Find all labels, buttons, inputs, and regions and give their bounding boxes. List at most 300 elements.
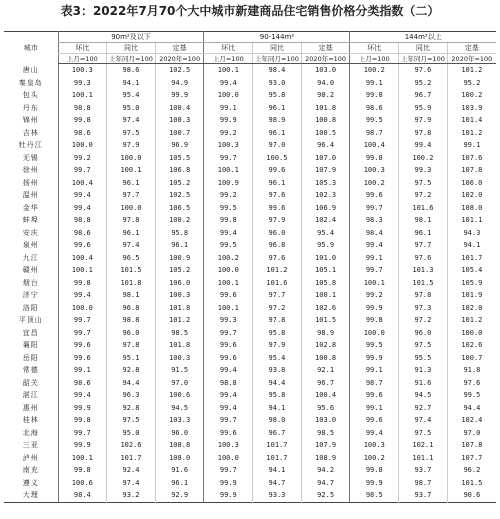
table-row (4, 164, 496, 177)
index-value: 102.1 (399, 439, 448, 452)
index-value: 99.1 (350, 364, 399, 377)
index-value: 100.7 (155, 127, 204, 140)
index-value: 99.7 (204, 464, 253, 477)
table-row (4, 89, 496, 102)
city-name: 泸州 (22, 453, 39, 462)
index-value: 99.2 (204, 127, 253, 140)
city-name: 赣州 (22, 266, 39, 274)
index-value: 100.1 (204, 164, 253, 177)
index-value: 98.6 (107, 64, 156, 77)
index-value: 99.4 (350, 239, 399, 252)
index-value: 94.4 (447, 402, 496, 415)
base-header: 上年同月=100 (253, 54, 302, 64)
index-value: 99.4 (350, 427, 399, 440)
index-value: 99.8 (58, 464, 107, 477)
table-row (4, 127, 496, 140)
index-value: 96.5 (107, 252, 156, 265)
index-value: 102.4 (447, 414, 496, 427)
sub-header: 同比 (399, 43, 448, 54)
index-value: 105.9 (447, 277, 496, 290)
index-value: 95.4 (253, 352, 302, 365)
city-name: 蚌埠 (22, 216, 39, 224)
index-value: 101.1 (447, 214, 496, 227)
index-value: 99.9 (350, 302, 399, 315)
index-value: 106.0 (155, 277, 204, 290)
base-header: 2020年=100 (155, 54, 204, 64)
index-value: 97.8 (253, 314, 302, 327)
index-value: 100.3 (350, 164, 399, 177)
index-value: 99.5 (447, 389, 496, 402)
table-row (4, 389, 496, 402)
index-value: 96.7 (399, 89, 448, 102)
index-value: 96.1 (155, 239, 204, 252)
index-value: 98.4 (253, 64, 302, 77)
index-value: 98.7 (399, 477, 448, 490)
index-value: 99.9 (350, 477, 399, 490)
index-value: 97.0 (253, 139, 302, 152)
index-value: 95.1 (107, 352, 156, 365)
index-value: 92.8 (107, 364, 156, 377)
table-row (4, 77, 496, 90)
index-value: 99.1 (350, 402, 399, 415)
index-value: 98.6 (350, 102, 399, 115)
index-value: 101.0 (301, 252, 350, 265)
index-value: 105.1 (301, 264, 350, 277)
index-value: 102.8 (301, 339, 350, 352)
index-value: 94.4 (253, 377, 302, 390)
index-value: 92.7 (399, 402, 448, 415)
index-value: 99.6 (204, 427, 253, 440)
index-value: 91.8 (447, 364, 496, 377)
index-value: 99.4 (58, 189, 107, 202)
city-name: 烟台 (22, 278, 39, 287)
index-value: 94.3 (447, 227, 496, 240)
index-value: 99.4 (399, 139, 448, 152)
index-value: 100.2 (350, 64, 399, 77)
index-value: 106.9 (301, 202, 350, 215)
index-value: 92.4 (107, 464, 156, 477)
index-value: 100.3 (204, 439, 253, 452)
index-value: 100.1 (58, 89, 107, 102)
index-value: 99.1 (447, 139, 496, 152)
index-value: 103.0 (301, 414, 350, 427)
index-value: 98.6 (58, 227, 107, 240)
index-value: 103.3 (155, 414, 204, 427)
index-value: 100.9 (204, 177, 253, 190)
index-value: 100.0 (107, 152, 156, 165)
index-value: 100.8 (301, 114, 350, 127)
index-value: 100.0 (350, 327, 399, 340)
city-name: 泉州 (22, 241, 39, 249)
index-value: 99.1 (204, 102, 253, 115)
index-value: 97.6 (399, 252, 448, 265)
index-value: 99.2 (204, 189, 253, 202)
index-value: 100.6 (155, 389, 204, 402)
table-row (4, 277, 496, 290)
index-value: 99.6 (204, 289, 253, 302)
index-value: 100.4 (350, 139, 399, 152)
index-value: 101.7 (447, 252, 496, 265)
table-row (4, 189, 496, 202)
index-value: 101.2 (447, 314, 496, 327)
index-value: 96.0 (107, 327, 156, 340)
index-value: 102.6 (107, 439, 156, 452)
city-name: 遵义 (22, 478, 39, 487)
index-value: 97.4 (107, 114, 156, 127)
index-value: 97.5 (399, 427, 448, 440)
index-value: 99.4 (58, 389, 107, 402)
index-value: 95.0 (107, 427, 156, 440)
index-value: 100.0 (107, 202, 156, 215)
index-value: 97.5 (399, 177, 448, 190)
base-header: 上月=100 (350, 54, 399, 64)
index-value: 100.5 (253, 152, 302, 165)
city-name: 秦皇岛 (18, 78, 43, 87)
index-value: 99.6 (204, 352, 253, 365)
index-value: 98.7 (350, 377, 399, 390)
index-value: 99.8 (58, 277, 107, 290)
table-row (4, 427, 496, 440)
index-value: 100.5 (301, 127, 350, 140)
index-value: 99.9 (204, 114, 253, 127)
city-name: 牡丹江 (18, 141, 43, 149)
index-value: 99.7 (350, 264, 399, 277)
index-value: 101.8 (107, 277, 156, 290)
group-header-large: 144m²以上 (350, 32, 496, 43)
index-value: 99.9 (204, 477, 253, 490)
index-value: 91.5 (155, 364, 204, 377)
index-value: 92.1 (301, 364, 350, 377)
index-value: 94.1 (253, 402, 302, 415)
index-value: 105.2 (155, 264, 204, 277)
index-value: 97.6 (447, 377, 496, 390)
index-value: 97.7 (253, 289, 302, 302)
index-value: 97.9 (253, 214, 302, 227)
index-value: 100.6 (58, 477, 107, 490)
sub-header: 同比 (253, 43, 302, 54)
index-value: 100.3 (204, 139, 253, 152)
index-value: 95.9 (399, 102, 448, 115)
index-value: 103.9 (447, 102, 496, 115)
index-value: 100.2 (447, 89, 496, 102)
index-value: 95.4 (107, 89, 156, 102)
table-row (4, 314, 496, 327)
index-value: 99.6 (204, 339, 253, 352)
city-name: 惠州 (22, 403, 39, 412)
index-value: 102.5 (155, 64, 204, 77)
index-value: 94.7 (253, 477, 302, 490)
index-value: 101.8 (155, 339, 204, 352)
index-value: 97.4 (107, 477, 156, 490)
index-value: 94.7 (301, 477, 350, 490)
index-value: 105.8 (301, 277, 350, 290)
index-value: 95.8 (253, 389, 302, 402)
index-value: 93.0 (253, 77, 302, 90)
index-value: 99.2 (58, 152, 107, 165)
index-value: 100.4 (155, 102, 204, 115)
sub-header: 环比 (350, 43, 399, 54)
index-value: 99.2 (350, 289, 399, 302)
index-value: 101.5 (107, 264, 156, 277)
index-value: 98.2 (301, 89, 350, 102)
table-row (4, 489, 496, 502)
sub-header: 环比 (204, 43, 253, 54)
index-value: 100.4 (58, 252, 107, 265)
index-value: 99.6 (350, 189, 399, 202)
table-row (4, 114, 496, 127)
index-value: 101.2 (155, 314, 204, 327)
city-name: 九江 (22, 253, 39, 262)
index-value: 92.8 (107, 402, 156, 415)
index-value: 99.1 (350, 252, 399, 265)
index-value: 99.9 (155, 89, 204, 102)
index-value: 96.4 (301, 139, 350, 152)
index-value: 98.5 (155, 327, 204, 340)
index-value: 100.2 (350, 177, 399, 190)
index-value: 99.7 (58, 314, 107, 327)
table-row (4, 377, 496, 390)
table-row (4, 464, 496, 477)
city-name: 温州 (22, 191, 39, 199)
index-value: 98.8 (58, 102, 107, 115)
index-value: 99.5 (204, 239, 253, 252)
city-name: 南充 (22, 466, 39, 474)
index-value: 97.5 (107, 127, 156, 140)
index-value: 97.0 (155, 377, 204, 390)
index-value: 99.9 (58, 439, 107, 452)
index-value: 99.9 (204, 489, 253, 502)
index-value: 101.7 (107, 452, 156, 465)
index-value: 99.5 (350, 114, 399, 127)
index-value: 96.1 (253, 127, 302, 140)
index-value: 107.7 (447, 452, 496, 465)
city-name: 济宁 (22, 291, 39, 299)
index-value: 99.3 (399, 164, 448, 177)
index-value: 101.5 (447, 477, 496, 490)
index-value: 99.6 (253, 202, 302, 215)
index-value: 99.6 (253, 164, 302, 177)
index-value: 96.2 (447, 464, 496, 477)
index-value: 91.3 (399, 364, 448, 377)
index-value: 99.6 (58, 339, 107, 352)
index-value: 99.6 (58, 352, 107, 365)
city-name: 岳阳 (22, 353, 39, 362)
index-value: 101.9 (447, 289, 496, 302)
city-name: 金华 (22, 203, 39, 212)
index-value: 95.2 (399, 77, 448, 90)
table-title: 表3：2022年7月70个大中城市新建商品住宅销售价格分类指数（二） (60, 4, 440, 18)
index-value: 96.7 (301, 377, 350, 390)
index-value: 108.9 (301, 452, 350, 465)
table-row (4, 139, 496, 152)
index-value: 107.6 (447, 152, 496, 165)
index-value: 94.5 (155, 402, 204, 415)
index-value: 100.4 (58, 177, 107, 190)
index-value: 99.8 (58, 414, 107, 427)
index-value: 96.8 (107, 302, 156, 315)
index-value: 103.0 (301, 64, 350, 77)
index-value: 98.8 (58, 214, 107, 227)
index-value: 101.2 (253, 264, 302, 277)
index-value: 97.7 (107, 189, 156, 202)
index-value: 97.5 (107, 414, 156, 427)
index-value: 99.8 (350, 152, 399, 165)
group-header-medium: 90-144m² (204, 32, 350, 43)
index-value: 93.7 (399, 464, 448, 477)
index-value: 99.7 (204, 152, 253, 165)
index-value: 101.7 (253, 452, 302, 465)
index-value: 96.0 (155, 427, 204, 440)
table-row (4, 289, 496, 302)
table-row (4, 152, 496, 165)
index-value: 98.5 (350, 489, 399, 502)
city-name: 韶关 (22, 378, 39, 387)
base-header: 2020年=100 (301, 54, 350, 64)
index-value: 99.3 (204, 314, 253, 327)
index-value: 100.8 (301, 352, 350, 365)
table-row (4, 177, 496, 190)
index-value: 96.8 (253, 239, 302, 252)
index-value: 102.0 (447, 302, 496, 315)
index-value: 97.9 (399, 114, 448, 127)
index-value: 90.6 (447, 489, 496, 502)
index-value: 91.6 (155, 464, 204, 477)
index-value: 99.1 (58, 364, 107, 377)
index-value: 97.0 (447, 427, 496, 440)
table-body (4, 64, 496, 503)
index-value: 107.9 (301, 439, 350, 452)
index-value: 100.2 (350, 452, 399, 465)
index-value: 100.2 (204, 252, 253, 265)
index-value: 98.8 (107, 314, 156, 327)
index-value: 97.8 (107, 214, 156, 227)
index-value: 96.1 (253, 177, 302, 190)
table-row (4, 239, 496, 252)
index-value: 100.0 (204, 89, 253, 102)
index-value: 96.0 (399, 327, 448, 340)
city-name: 安庆 (22, 228, 39, 237)
city-name: 湛江 (22, 391, 39, 399)
index-value: 95.4 (301, 227, 350, 240)
index-value: 102.4 (301, 214, 350, 227)
base-header: 上年同月=100 (399, 54, 448, 64)
index-value: 93.2 (107, 489, 156, 502)
index-value: 97.7 (399, 239, 448, 252)
index-value: 99.4 (58, 202, 107, 215)
index-value: 95.8 (155, 227, 204, 240)
index-value: 97.8 (399, 127, 448, 140)
city-name: 徐州 (22, 166, 39, 174)
index-value: 101.6 (399, 202, 448, 215)
index-value: 96.0 (253, 227, 302, 240)
table-row (4, 439, 496, 452)
index-value: 100.1 (350, 277, 399, 290)
index-value: 98.7 (350, 127, 399, 140)
index-value: 102.0 (447, 189, 496, 202)
index-value: 95.8 (253, 327, 302, 340)
city-name: 宜昌 (22, 328, 39, 337)
index-value: 99.4 (58, 289, 107, 302)
index-value: 95.2 (447, 77, 496, 90)
index-value: 96.1 (253, 102, 302, 115)
index-value: 97.2 (253, 302, 302, 315)
city-name: 北海 (22, 428, 39, 437)
index-value: 97.6 (253, 189, 302, 202)
index-value: 93.3 (253, 489, 302, 502)
index-value: 101.7 (253, 439, 302, 452)
index-value: 98.1 (399, 214, 448, 227)
index-value: 96.1 (155, 477, 204, 490)
city-name: 常德 (22, 366, 39, 374)
base-header: 2020年=100 (447, 54, 496, 64)
table-row (4, 414, 496, 427)
index-value: 105.5 (155, 152, 204, 165)
table-row (4, 202, 496, 215)
index-value: 94.1 (447, 239, 496, 252)
index-value: 96.1 (107, 227, 156, 240)
index-value: 100.2 (155, 214, 204, 227)
table-row (4, 327, 496, 340)
index-value: 102.5 (155, 189, 204, 202)
index-value: 97.8 (399, 289, 448, 302)
index-value: 97.3 (399, 302, 448, 315)
index-value: 99.7 (58, 327, 107, 340)
city-header: 城市 (23, 43, 38, 52)
index-value: 100.1 (58, 452, 107, 465)
index-value: 96.3 (107, 389, 156, 402)
index-value: 97.9 (107, 139, 156, 152)
index-value: 100.9 (155, 252, 204, 265)
index-value: 100.3 (155, 352, 204, 365)
index-value: 101.2 (447, 64, 496, 77)
index-value: 100.1 (107, 164, 156, 177)
index-value: 100.3 (155, 114, 204, 127)
index-value: 102.6 (447, 339, 496, 352)
index-value: 94.4 (107, 377, 156, 390)
index-value: 99.6 (350, 389, 399, 402)
index-value: 94.2 (301, 464, 350, 477)
index-value: 95.9 (301, 239, 350, 252)
index-value: 100.0 (204, 452, 253, 465)
index-value: 98.1 (107, 289, 156, 302)
index-value: 94.1 (107, 77, 156, 90)
index-value: 99.5 (350, 339, 399, 352)
index-value: 99.8 (350, 89, 399, 102)
index-value: 101.8 (155, 302, 204, 315)
index-value: 98.9 (253, 114, 302, 127)
index-value: 99.8 (58, 114, 107, 127)
index-value: 100.0 (204, 264, 253, 277)
index-value: 98.0 (253, 414, 302, 427)
city-name: 洛阳 (22, 303, 39, 312)
table-row (4, 102, 496, 115)
index-value: 100.1 (204, 277, 253, 290)
index-value: 99.1 (350, 77, 399, 90)
index-value: 108.0 (155, 452, 204, 465)
city-name: 吉林 (22, 128, 39, 137)
index-value: 101.5 (301, 314, 350, 327)
city-name: 包头 (22, 91, 39, 99)
index-value: 100.1 (204, 302, 253, 315)
index-value: 99.7 (350, 202, 399, 215)
index-value: 98.6 (58, 127, 107, 140)
table-row (4, 452, 496, 465)
index-value: 97.6 (399, 64, 448, 77)
table-row (4, 264, 496, 277)
index-value: 94.5 (399, 389, 448, 402)
table-row (4, 402, 496, 415)
index-value: 100.1 (204, 64, 253, 77)
